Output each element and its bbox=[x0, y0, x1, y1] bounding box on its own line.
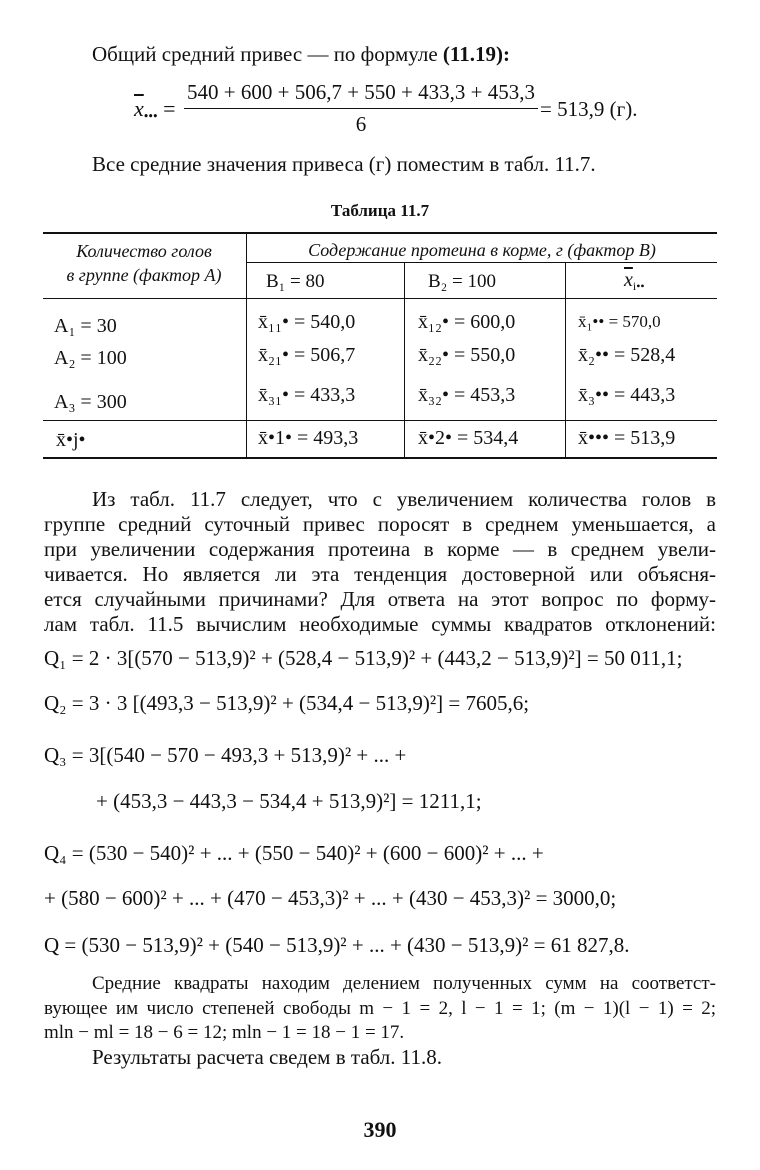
row3-b2: x̄₃₂• = 453,3 bbox=[418, 384, 516, 406]
row1-factor-a: A₁ = 30 bbox=[54, 315, 117, 337]
table-header-divider bbox=[246, 262, 717, 263]
footer-column-mean-label: x̄•j• bbox=[56, 429, 86, 451]
equation-q2: Q₂ = 3 · 3 [(493,3 − 513,9)² + (534,4 − 513,9)²] = 7605,6; bbox=[44, 691, 530, 715]
table-bottom-rule bbox=[43, 457, 717, 459]
equation-q3-line1: Q₃ = 3[(540 − 570 − 493,3 + 513,9)² + ... + bbox=[44, 743, 407, 767]
table-body-rule bbox=[43, 420, 717, 421]
table-col-divider-2 bbox=[404, 262, 405, 457]
paragraph-line-1: Из табл. 11.7 следует, что с увеличением количества голов в bbox=[92, 487, 716, 511]
formula-denominator: 6 bbox=[355, 112, 367, 136]
table-col-divider-3 bbox=[565, 262, 566, 457]
equation-q3-line2: + (453,3 − 443,3 − 534,4 + 513,9)²] = 1211,1; bbox=[96, 789, 482, 813]
row2-b2: x̄₂₂• = 550,0 bbox=[418, 344, 516, 366]
intro-text: Общий средний привес — по формуле bbox=[92, 42, 443, 66]
closing-line-1: Средние квадраты находим делением полученных сумм на соответст- bbox=[92, 973, 716, 994]
fraction-bar bbox=[184, 108, 538, 109]
row2-mean: x̄₂•• = 528,4 bbox=[578, 344, 676, 366]
table-col-divider-1 bbox=[246, 233, 247, 457]
header-factor-b: Содержание протеина в корме, г (фактор В) bbox=[308, 240, 656, 260]
equation-q4-line1: Q₄ = (530 − 540)² + ... + (550 − 540)² + (600 − 600)² + ... + bbox=[44, 841, 544, 865]
table-note: Все средние значения привеса (г) поместим в табл. 11.7. bbox=[92, 152, 596, 176]
intro-line bbox=[92, 41, 510, 67]
equation-q-total: Q = (530 − 513,9)² + (540 − 513,9)² + ... + (430 − 513,9)² = 61 827,8. bbox=[44, 933, 630, 957]
paragraph-line-2: группе средний суточный привес поросят в среднем уменьшается, а bbox=[44, 512, 716, 536]
paragraph-line-5: ется случайными причинами? Для ответа на этот вопрос по форму- bbox=[44, 587, 716, 611]
formula-reference: (11.19): bbox=[442, 42, 510, 66]
closing-line-3: mln − ml = 18 − 6 = 12; mln − 1 = 18 − 1 = 17. bbox=[44, 1022, 405, 1043]
equation-q4-line2: + (580 − 600)² + ... + (470 − 453,3)² + ... + (430 − 453,3)² = 3000,0; bbox=[44, 886, 617, 910]
row2-b1: x̄₂₁• = 506,7 bbox=[258, 344, 356, 366]
row3-factor-a: A₃ = 300 bbox=[54, 391, 127, 413]
final-line: Результаты расчета сведем в табл. 11.8. bbox=[92, 1045, 443, 1069]
paragraph-line-3: при увеличении содержания протеина в корме — в среднем увели- bbox=[44, 537, 716, 561]
subheader-xi: $\overline{x}_{i••}$ bbox=[624, 269, 645, 294]
table-top-rule bbox=[43, 232, 717, 234]
row3-mean: x̄₃•• = 443,3 bbox=[578, 384, 676, 406]
table-header-rule bbox=[43, 298, 717, 299]
closing-line-2: вующее им число степеней свободы m − 1 = 2, l − 1 = 1; (m − 1)(l − 1) = 2; bbox=[44, 998, 716, 1019]
page-number: 390 bbox=[363, 1117, 397, 1142]
footer-grand-mean: x̄••• = 513,9 bbox=[578, 427, 676, 449]
row1-b1: x̄₁₁• = 540,0 bbox=[258, 311, 356, 333]
subheader-b1: B₁ = 80 bbox=[266, 271, 325, 292]
formula-numerator: 540 + 600 + 506,7 + 550 + 433,3 + 453,3 bbox=[187, 80, 535, 104]
row1-mean: x̄₁•• = 570,0 bbox=[578, 312, 661, 331]
row3-b1: x̄₃₁• = 433,3 bbox=[258, 384, 356, 406]
formula-lhs: $\overline{x}_{•••}$ = bbox=[134, 96, 176, 124]
footer-b1-mean: x̄•1• = 493,3 bbox=[258, 427, 359, 449]
header-factor-a-line2: в группе (фактор А) bbox=[66, 265, 222, 285]
header-factor-a-line1: Количество голов bbox=[76, 241, 212, 261]
equation-q1: Q₁ = 2 · 3[(570 − 513,9)² + (528,4 − 513,9)² + (443,2 − 513,9)²] = 50 011,1; bbox=[44, 646, 683, 670]
subheader-b2: B₂ = 100 bbox=[428, 271, 497, 292]
table-caption: Таблица 11.7 bbox=[330, 201, 430, 220]
footer-b2-mean: x̄•2• = 534,4 bbox=[418, 427, 519, 449]
formula-result: = 513,9 (г). bbox=[540, 97, 638, 121]
row2-factor-a: A₂ = 100 bbox=[54, 347, 127, 369]
row1-b2: x̄₁₂• = 600,0 bbox=[418, 311, 516, 333]
paragraph-line-4: чивается. Но является ли эта тенденция достоверной или объясня- bbox=[44, 562, 716, 586]
paragraph-line-6: лам табл. 11.5 вычислим необходимые суммы квадратов отклонений: bbox=[44, 612, 716, 636]
